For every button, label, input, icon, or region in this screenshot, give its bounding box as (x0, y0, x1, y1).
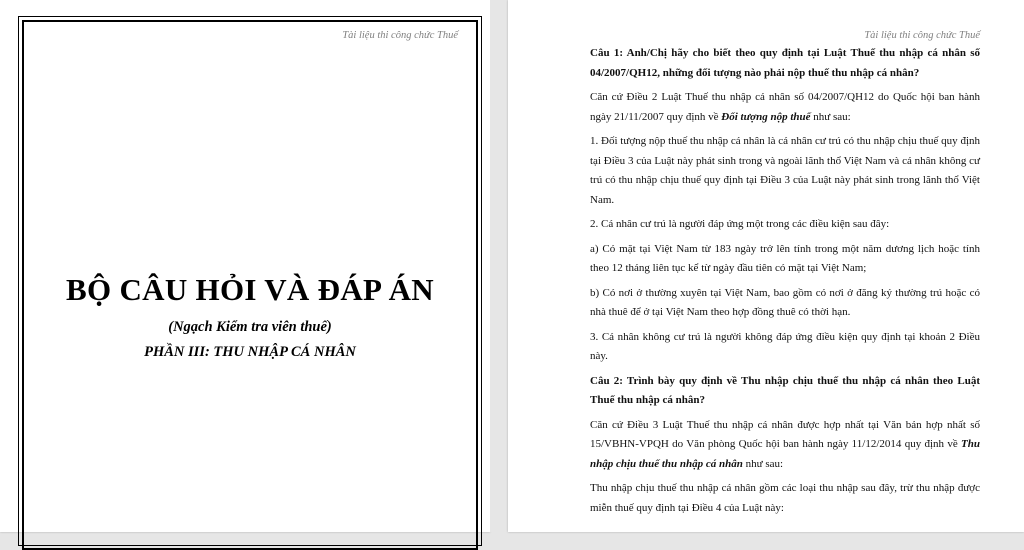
content-page (508, 0, 1024, 532)
question-1: Câu 1: Anh/Chị hãy cho biết theo quy định tại Luật Thuế thu nhập cá nhân số 04/2007/QH12, những đối tượng nào phải nộp thuế thu nhập cá nhân? (590, 47, 980, 79)
cover-title: BỘ CÂU HỎI VÀ ĐÁP ÁN (66, 272, 434, 307)
cover-subtitle-part: PHẦN III: THU NHẬP CÁ NHÂN (144, 344, 356, 360)
paragraph: 2. Cá nhân cư trú là người đáp ứng một trong các điều kiện sau đây: (590, 218, 890, 230)
cover-subtitle-rank: (Ngạch Kiểm tra viên thuế) (168, 319, 332, 335)
paragraph-basis-1 (590, 88, 980, 127)
document-body (590, 44, 980, 523)
text: như sau: (742, 457, 784, 470)
paragraph: 1. Đối tượng nộp thuế thu nhập cá nhân là cá nhân cư trú có thu nhập chịu thuế quy định tại Điều 3 của Luật này phát sinh trong và ngoài lãnh thổ Việt Nam và cá nhân không cư trú có thu nhập chịu thuế quy định tại Điều 3 của Luật này phát sinh trong lãnh thổ Việt Nam. (590, 135, 980, 206)
page-gap (490, 0, 508, 532)
emphasis: Thu nhập chịu thuế thu nhập cá nhân (590, 438, 980, 470)
cover-page (0, 0, 490, 532)
paragraph-basis-2 (590, 416, 980, 475)
paragraph: a) Có mặt tại Việt Nam từ 183 ngày trở lên tính trong một năm dương lịch hoặc tính theo 12 tháng liên tục kể từ ngày đầu tiên có mặt tại Việt Nam; (590, 242, 980, 274)
text: Căn cứ Điều 2 Luật Thuế thu nhập cá nhân số 04/2007/QH12 do Quốc hội ban hành ngày 21/11/2007 quy định về (590, 91, 980, 123)
header-note: Tài liệu thi công chức Thuế (864, 30, 980, 41)
paragraph: Thu nhập chịu thuế thu nhập cá nhân gồm các loại thu nhập sau đây, trừ thu nhập được miễn thuế quy định tại Điều 4 của Luật này: (590, 482, 980, 514)
text: Căn cứ Điều 3 Luật Thuế thu nhập cá nhân được hợp nhất tại Văn bản hợp nhất số 15/VBHN-VPQH do Văn phòng Quốc hội ban hành ngày 11/12/2014 quy định về (590, 418, 980, 450)
text: như sau: (810, 110, 851, 123)
question-2: Câu 2: Trình bày quy định về Thu nhập chịu thuế thu nhập cá nhân theo Luật Thuế thu nhập cá nhân? (590, 374, 980, 406)
header-note: Tài liệu thi công chức Thuế (342, 30, 458, 41)
paragraph: b) Có nơi ở thường xuyên tại Việt Nam, bao gồm có nơi ở đăng ký thường trú hoặc có nhà thuê để ở tại Việt Nam theo hợp đồng thuê có thời hạn. (590, 286, 980, 318)
paragraph: 3. Cá nhân không cư trú là người không đáp ứng điều kiện quy định tại khoản 2 Điều này. (590, 330, 980, 362)
emphasis: Đối tượng nộp thuế (721, 110, 811, 123)
